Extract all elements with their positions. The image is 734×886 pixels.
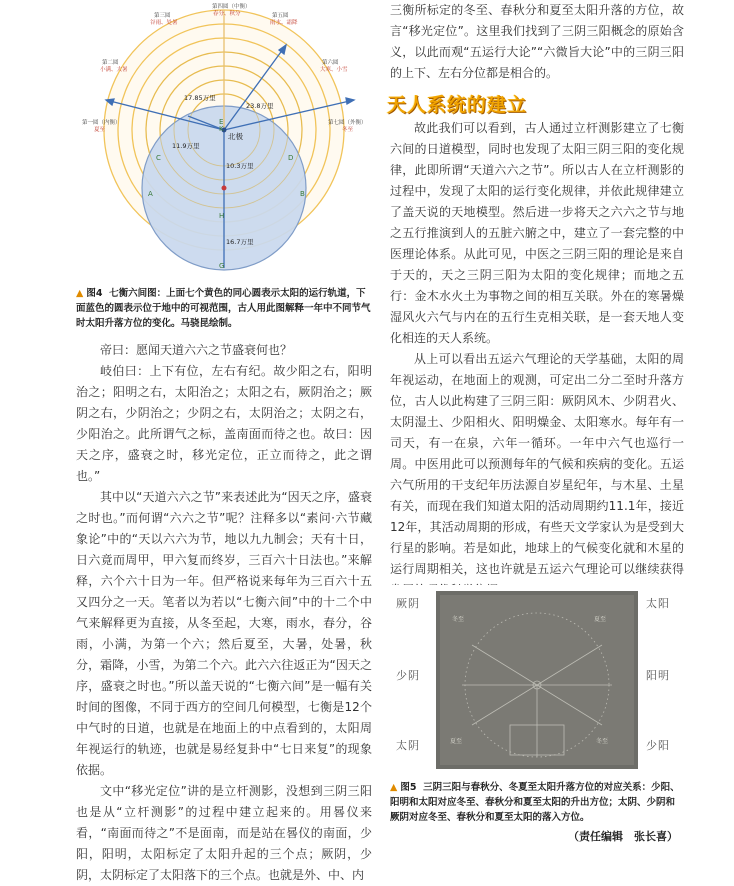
label-shaoyang: 少阳 [646,739,670,752]
svg-text:夏至: 夏至 [450,738,463,745]
paragraph: 故此我们可以看到，古人通过立杆测影建立了七衡六间的日道模型，同时也发现了太阳三阴三阳的变化规律，此即所谓“天道六六之节”。所以古人在立杆测影的过程中，发现了太阳的运行变化规律，并依此规律建立了盖天说的天地模型。然后进一步将天之六六之节与地之五行推演到人的五脏六腑之中，建立了一套完整的中医理论体系。从此可见，中医之三阴三阳的理论是来自于天的，天之三阴三阳为太阳的变化规律；而地之五行：金木水火土为事物之间的相互关联。外在的寒暑燥湿风火六气与内在的五行生克相关联，是一套天地人变化相连的天人系统。 [390,121,684,345]
label-ring1-sub: 夏至 [94,127,106,133]
north-pole-label: 北极 [228,132,243,141]
paragraph: 帝曰：愿闻天道六六之节盛衰何也？ [100,343,293,357]
paragraph: 从上可以看出五运六气理论的天学基础，太阳的周年视运动，在地面上的观测，可定出二分二至时升落方位，古人以此构建了三阴三阳：厥阴风木、少阴君火、太阴湿土、少阳相火、阳明燥金、太阳寒水。每年有一司天，有一在泉，六年一循环。一年中六气也巡行一周。中医用此可以预测每年的气候和疾病的变化。五运六气所用的干支纪年历法源自岁星纪年，与木星、土星有关，而现在我们知道太阳的活动周期约11.1年，接近12年，其活动周期的形成，有些天文学家认为是受到大行星的影响。若是如此，地球上的气候变化就和木星的运行周期相关，这也许就是五运六气理论可以继续获得 [390,352,684,576]
point-C: C [156,154,161,162]
paragraph: 三衡所标定的冬至、春秋分和夏至太阳升落的方位，故言“移光定位”。这里我们找到了三阴三阳概念的原始含义，以此而观“五运行大论”“六微旨大论”中的三阴三阳的上下、左右分位都是相合的。 [390,3,684,80]
right-column [387,0,684,850]
label-yangming: 阳明 [646,669,670,682]
label-ring1: 第一圆（内衡） [82,120,121,126]
paragraph: 文中“移光定位”讲的是立杆测影，没想到三阴三阳也是从“立杆测影”的过程中建立起来的。用晷仪来看，“南面而待之”不是面南，而是站在晷仪的南面，少阳，阳明，太阳标定了太阳升起的三个点；厥阴，少阴，太阴标定了太阳落下的三个点。也就是外、中、内 [76,784,372,882]
triangle-icon: ▲ [76,288,84,299]
svg-text:夏至: 夏至 [594,616,607,623]
sundial-photo [390,585,684,775]
left-column [76,0,372,882]
figure-5-photo [390,585,684,775]
label-taiyang: 太阳 [646,597,670,610]
label-shaoyin: 少阴 [396,669,420,682]
distance-10-3: 10.3万里 [226,162,254,170]
svg-text:冬至: 冬至 [452,616,465,623]
seven-heng-six-jian-diagram [76,0,372,286]
label-ring5-sub: 雨水、霜降 [270,20,298,26]
left-body-text [76,340,372,886]
label-ring4: 第四圆（中衡） [212,4,251,10]
point-A: A [148,190,153,198]
right-intro-text [390,0,684,84]
svg-text:冬至: 冬至 [596,738,609,745]
figure-4-caption [76,286,372,331]
figure-5-caption [390,780,684,825]
figure-4-caption-lead: 图4 [86,288,103,299]
label-ring3: 第三圆 [154,13,171,19]
label-ring6: 第六圆 [322,60,339,66]
point-B: B [300,190,305,198]
paragraph: 其中以“天道六六之节”来表述此为“因天之序，盛衰之时也。”而何谓“六六之节”呢？注释多以“素问·六节藏象论”中的“天以六六为节，地以九九制会；天有十日，日六竟而周甲，甲六复而终岁，三百六十日法也。”来解释，六个六十日为一年。但严格说来每年为三百六十五又四分之一天。笔者以为若以“七衡六间”中的十二个中气来解释更为直接，从冬至起，大寒，雨水，春分，谷雨，小满，为第一个六；然后夏至，大暑，处暑，秋分，霜降，小雪，为第二个六。此六六往返正为“因天之序，盛衰之时也。”所以盖天说的“七衡六间”是一幅有关时间的图像，不同于西方的空间几何模型，七衡是12个中气时的日道，也就是在地面上的中点看到的，太阳周年视运行的轨迹，也就是易经复卦中“七日来复”的现象依据。 [76,490,372,777]
editor-credit: （责任编辑 张长喜） [568,830,678,843]
point-K: K [219,125,224,133]
label-ring3-sub: 谷雨、处暑 [150,20,178,26]
label-jueyin: 厥阴 [396,597,420,610]
label-ring2-sub: 小满、大暑 [100,67,128,73]
point-H: H [219,212,225,220]
triangle-icon: ▲ [390,782,398,793]
point-G: G [219,262,225,270]
distance-11-9: 11.9万里 [172,142,200,150]
paragraph: 岐伯曰：上下有位，左右有纪。故少阳之右，阳明治之；阳明之右，太阳治之；太阳之右，厥阴治之；厥阴之右，少阴治之；少阴之右，太阴治之；太阴之右，少阳治之。此所谓气之标，盖南面而待之也。故曰：因天之序，盛衰之时，移光定位，正立而待之，此之谓也。” [76,364,372,483]
point-E: E [219,118,224,126]
section-title: 天人系统的建立 [387,94,528,116]
figure-5-caption-lead: 图5 [400,782,417,793]
label-ring7: 第七圆（外衡） [328,120,367,126]
distance-23-8: 23.8万里 [246,102,274,110]
distance-16-7: 16.7万里 [226,238,254,246]
label-ring5: 第五圆 [272,13,289,19]
label-ring6-sub: 大寒、小雪 [320,67,348,73]
label-taiyin: 太阴 [396,739,420,752]
point-D: D [288,154,294,162]
label-ring4-sub: 春分、秋分 [213,11,241,17]
label-ring2: 第二圆 [102,60,119,66]
figure-4-diagram [76,0,372,286]
figure-4-caption-text: 七衡六间图：上面七个黄色的同心圆表示太阳的运行轨道，下面蓝色的圆表示位于地中的可视范围，古人用此图解释一年中不同节气时太阳升落方位的变化。马骁昆绘制。 [76,288,371,329]
figure-5-caption-text: 三阴三阳与春秋分、冬夏至太阳升落方位的对应关系：少阳、阳明和太阳对应冬至、春秋分和夏至太阳的升出方位；太阴、少阴和厥阴对应冬至、春秋分和夏至太阳的落入方位。 [390,782,680,823]
right-body-text [390,118,684,601]
distance-17-85: 17.85万里 [184,94,216,102]
label-ring7-sub: 冬至 [342,127,354,133]
